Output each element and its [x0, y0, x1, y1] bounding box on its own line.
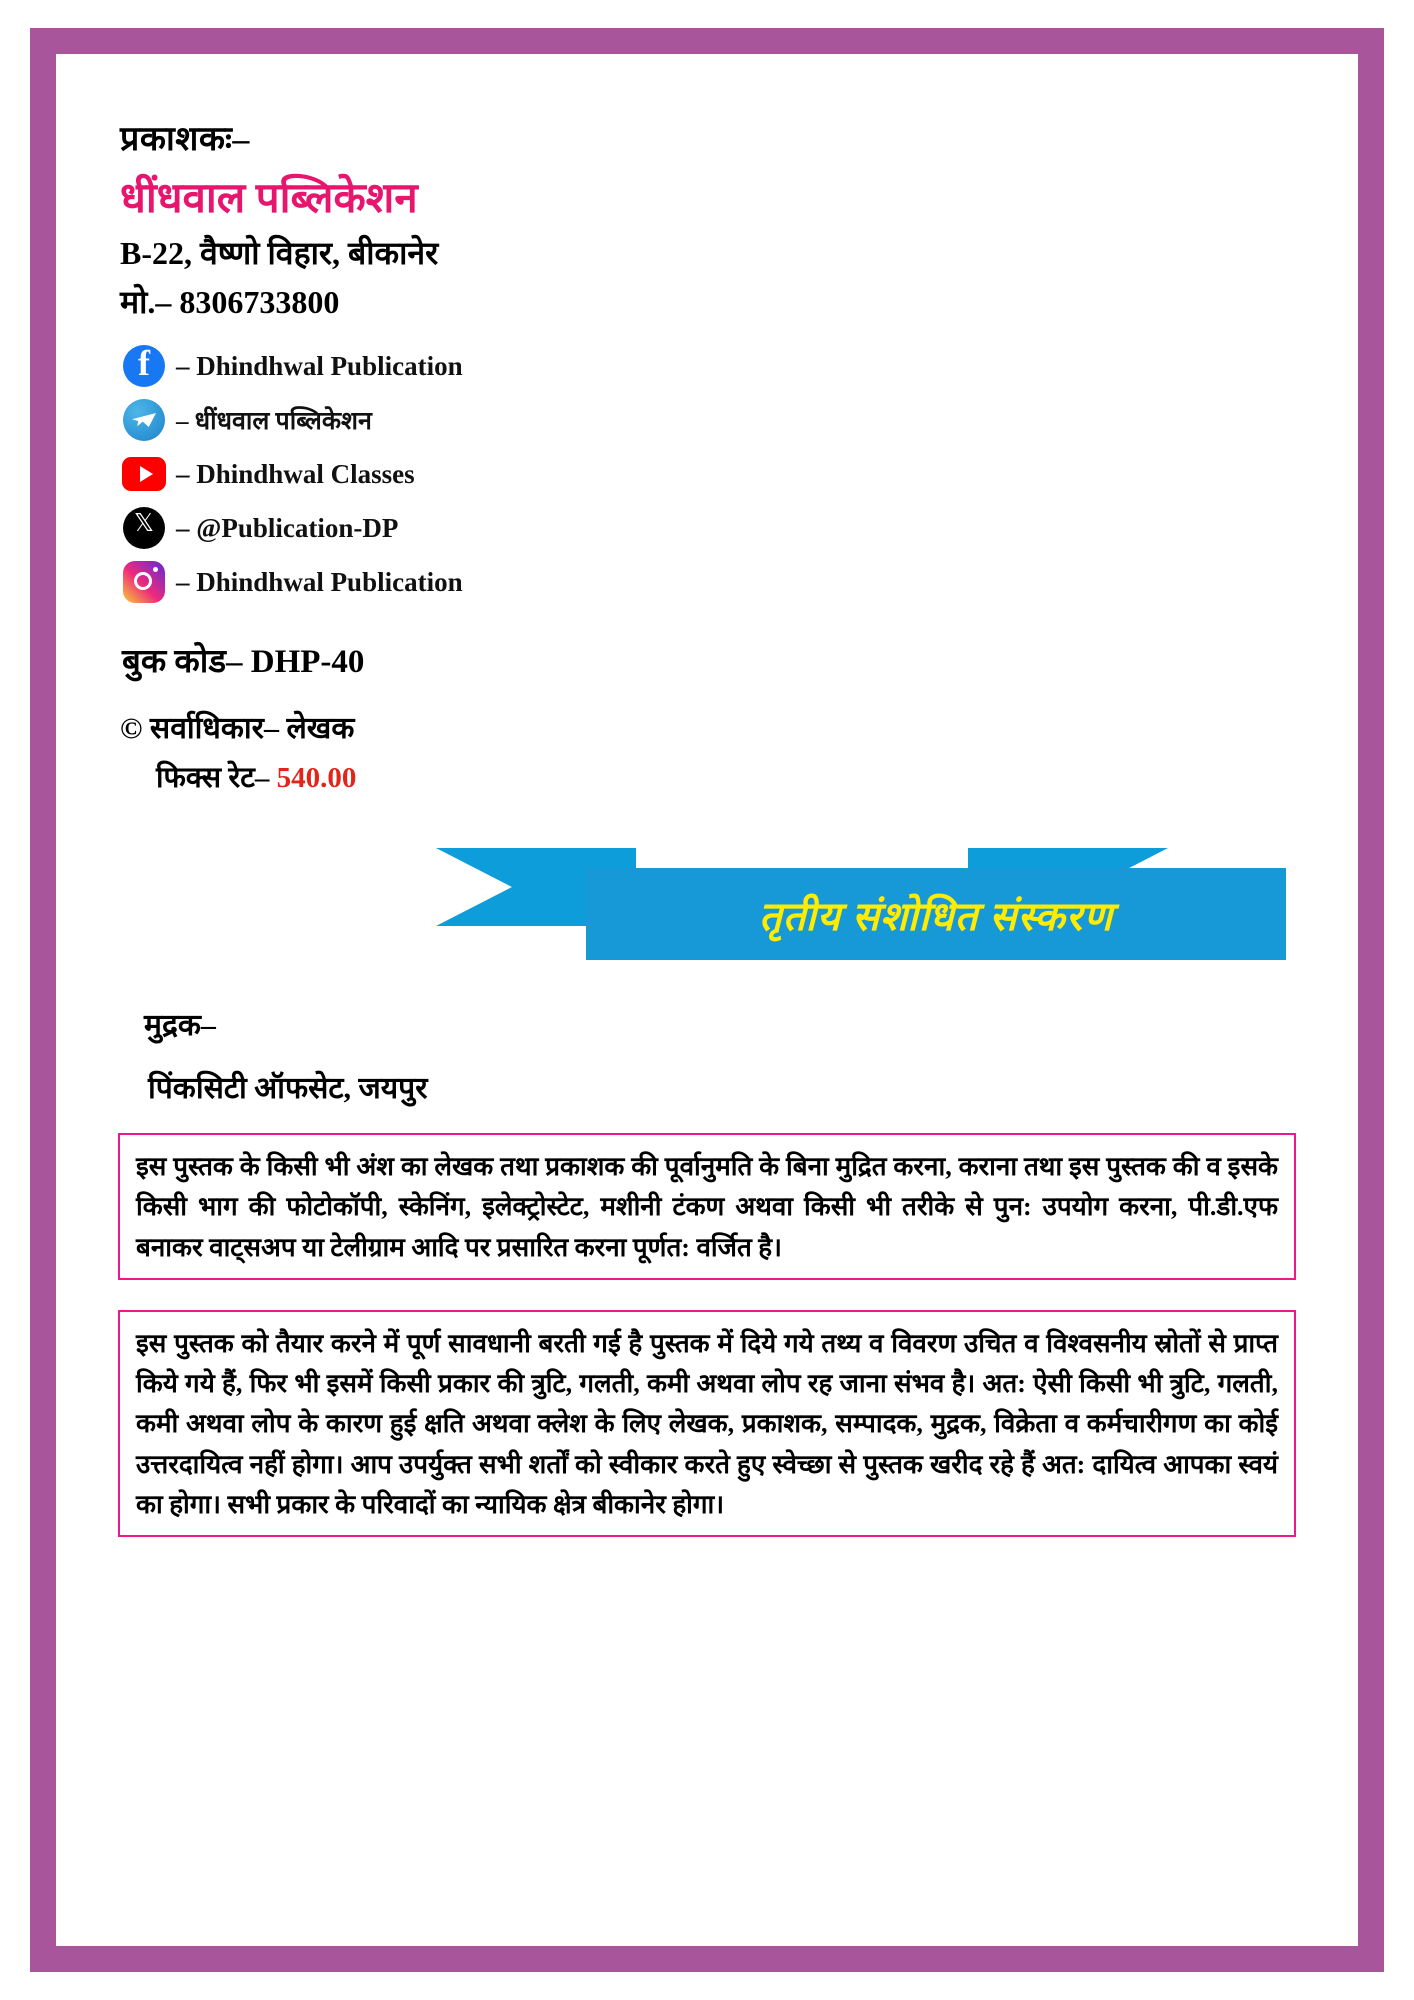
- printer-label: मुद्रक–: [144, 1009, 216, 1042]
- edition-text: तृतीय संशोधित संस्करण: [758, 893, 1114, 939]
- publisher-address: B-22, वैष्णो विहार, बीकानेर: [120, 235, 439, 271]
- publisher-label: प्रकाशकः–: [120, 121, 250, 158]
- social-row-facebook[interactable]: [122, 341, 1296, 391]
- instagram-icon: [122, 560, 166, 604]
- imprint-page-content: [84, 82, 1330, 1918]
- social-row-youtube[interactable]: [122, 449, 1296, 499]
- social-links-list: [122, 341, 1296, 607]
- copyright-line: © सर्वाधिकार– लेखक: [120, 712, 355, 745]
- printer-name: पिंकसिटी ऑफसेट, जयपुर: [148, 1072, 428, 1105]
- decorative-page-frame: [30, 28, 1384, 1972]
- social-label-youtube: – Dhindhwal Classes: [176, 458, 415, 489]
- x-twitter-icon: [122, 506, 166, 550]
- publisher-name: धींधवाल पब्लिकेशन: [120, 176, 418, 222]
- copyright-notice-text: इस पुस्तक के किसी भी अंश का लेखक तथा प्रकाशक की पूर्वानुमति के बिना मुद्रित करना, कराना तथा इस पुस्तक की व इसके किसी भाग की फोटोकॉपी, स्केनिंग, इलेक्ट्रोस्टेट, मशीनी टंकण अथवा किसी भी तरीके से पुन: उपयोग करना, पी.डी.एफ बनाकर वाट्सअप या टेलीग्राम आदि पर प्रसारित करना पूर्णत: वर्जित है।: [136, 1152, 1278, 1262]
- social-label-telegram: – धींधवाल पब्लिकेशन: [176, 408, 372, 435]
- social-row-instagram[interactable]: [122, 557, 1296, 607]
- copyright-notice-box: [118, 1133, 1296, 1280]
- telegram-icon: [122, 398, 166, 442]
- social-row-telegram[interactable]: [122, 395, 1296, 445]
- youtube-icon: [122, 452, 166, 496]
- disclaimer-notice-box: [118, 1310, 1296, 1537]
- facebook-icon: [122, 344, 166, 388]
- social-label-facebook: – Dhindhwal Publication: [176, 350, 463, 381]
- social-row-x-twitter[interactable]: [122, 503, 1296, 553]
- social-label-x-twitter: – @Publication-DP: [176, 512, 399, 543]
- ribbon-banner: [586, 868, 1286, 960]
- book-code: बुक कोड– DHP-40: [122, 644, 365, 680]
- disclaimer-notice-text: इस पुस्तक को तैयार करने में पूर्ण सावधानी बरती गई है पुस्तक में दिये गये तथ्य व विवरण उचित व विश्वसनीय स्रोतों से प्राप्त किये गये हैं, फिर भी इसमें किसी प्रकार की त्रुटि, गलती, कमी अथवा लोप रह जाना संभव है। अत: ऐसी किसी भी त्रुटि, गलती, कमी अथवा लोप के कारण हुई क्षति अथवा क्लेश के लिए लेखक, प्रकाशक, सम्पादक, मुद्रक, विक्रेता व कर्मचारीगण का कोई उत्तरदायित्व नहीं होगा। आप उपर्युक्त सभी शर्तों को स्वीकार करते हुए स्वेच्छा से पुस्तक खरीद रहे हैं अत: दायित्व आपका स्वयं का होगा। सभी प्रकार के परिवादों का न्यायिक क्षेत्र बीकानेर होगा।: [136, 1328, 1278, 1520]
- fix-rate-amount: 540.00: [276, 762, 357, 794]
- fix-rate-label: फिक्स रेट–: [156, 762, 277, 794]
- edition-ribbon: [118, 834, 1296, 999]
- fix-rate-line: [156, 757, 1296, 796]
- social-label-instagram: – Dhindhwal Publication: [176, 566, 463, 597]
- publisher-mobile: मो.– 8306733800: [120, 284, 340, 320]
